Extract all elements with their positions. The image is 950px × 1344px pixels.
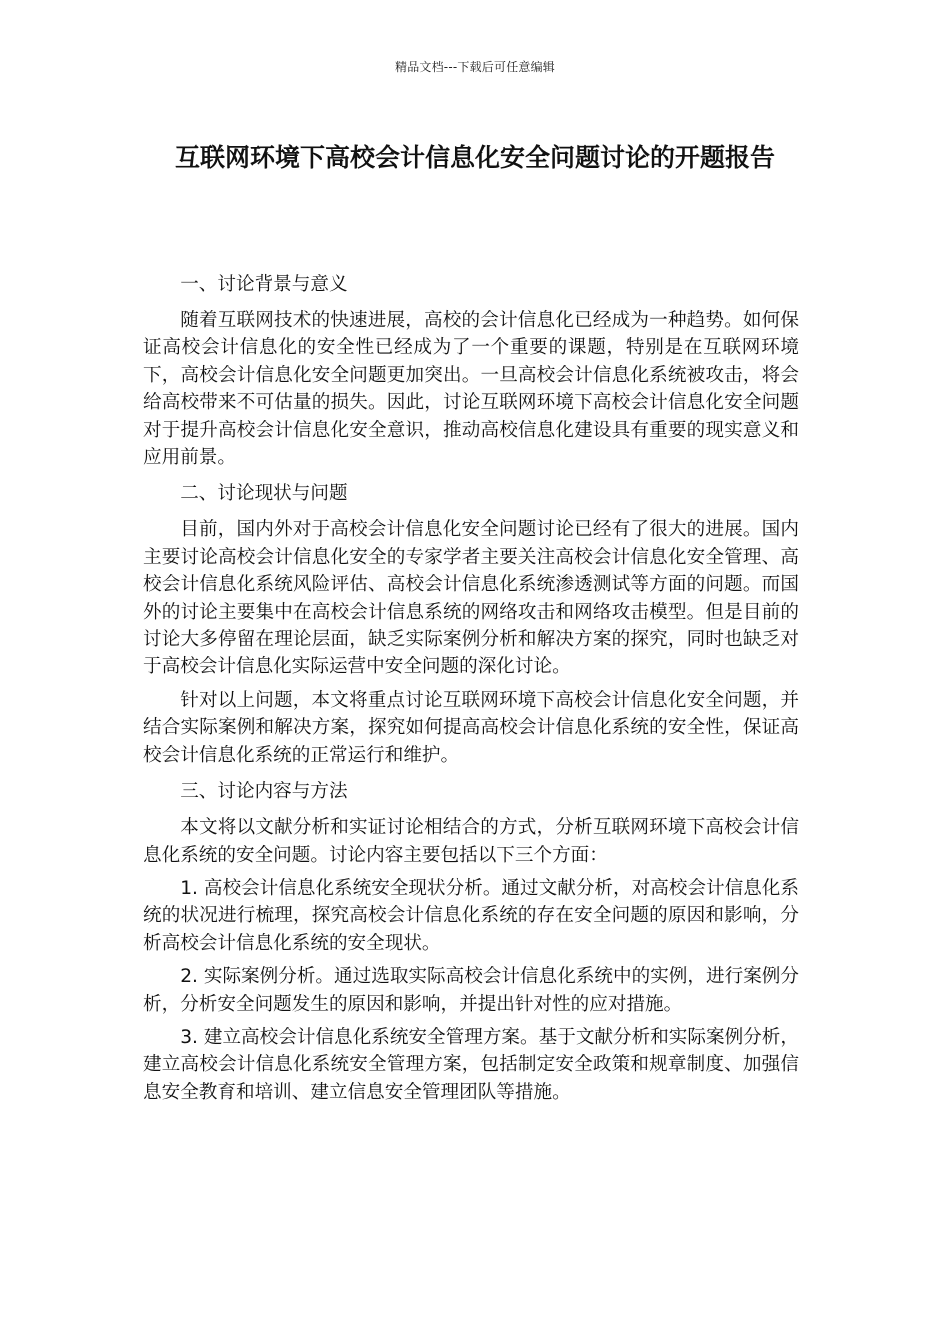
paragraph-focus: 针对以上问题，本文将重点讨论互联网环境下高校会计信息化安全问题，并结合实际案例和解决方案，探究如何提高高校会计信息化系统的安全性，保证高校会计信息化系统的正常运行和维护。 bbox=[143, 689, 799, 766]
section-heading-methods: 三、讨论内容与方法 bbox=[180, 781, 348, 803]
list-item-2: 2. 实际案例分析。通过选取实际高校会计信息化系统中的实例，进行案例分析，分析安全问题发生的原因和影响，并提出针对性的应对措施。 bbox=[143, 966, 799, 1015]
section-heading-status: 二、讨论现状与问题 bbox=[180, 483, 348, 505]
paragraph-background: 随着互联网技术的快速进展，高校的会计信息化已经成为一种趋势。如何保证高校会计信息化的安全性已经成为了一个重要的课题，特别是在互联网环境下，高校会计信息化安全问题更加突出。一旦高校会计信息化系统被攻击，将会给高校带来不可估量的损失。因此，讨论互联网环境下高校会计信息化安全问题对于提升高校会计信息化安全意识，推动高校信息化建设具有重要的现实意义和应用前景。 bbox=[143, 310, 799, 469]
header-note: 精品文档---下载后可任意编辑 bbox=[395, 60, 555, 74]
list-item-3: 3. 建立高校会计信息化系统安全管理方案。基于文献分析和实际案例分析，建立高校会计信息化系统安全管理方案，包括制定安全政策和规章制度、加强信息安全教育和培训、建立信息安全管理团队等措施。 bbox=[143, 1026, 799, 1103]
list-item-1: 1. 高校会计信息化系统安全现状分析。通过文献分析，对高校会计信息化系统的状况进行梳理，探究高校会计信息化系统的存在安全问题的原因和影响，分析高校会计信息化系统的安全现状。 bbox=[143, 877, 799, 954]
document-title: 互联网环境下高校会计信息化安全问题讨论的开题报告 bbox=[174, 143, 775, 172]
section-heading-background: 一、讨论背景与意义 bbox=[180, 274, 348, 295]
paragraph-status: 目前，国内外对于高校会计信息化安全问题讨论已经有了很大的进展。国内主要讨论高校会计信息化安全的专家学者主要关注高校会计信息化安全管理、高校会计信息化系统风险评估、高校会计信息化系统渗透测试等方面的问题。而国外的讨论主要集中在高校会计信息系统的网络攻击和网络攻击模型。但是目前的讨论大多停留在理论层面，缺乏实际案例分析和解决方案的探究，同时也缺乏对于高校会计信息化实际运营中安全问题的深化讨论。 bbox=[143, 519, 799, 678]
paragraph-methods-intro: 本文将以文献分析和实证讨论相结合的方式，分析互联网环境下高校会计信息化系统的安全问题。讨论内容主要包括以下三个方面： bbox=[143, 817, 799, 866]
document-body bbox=[143, 268, 799, 1112]
